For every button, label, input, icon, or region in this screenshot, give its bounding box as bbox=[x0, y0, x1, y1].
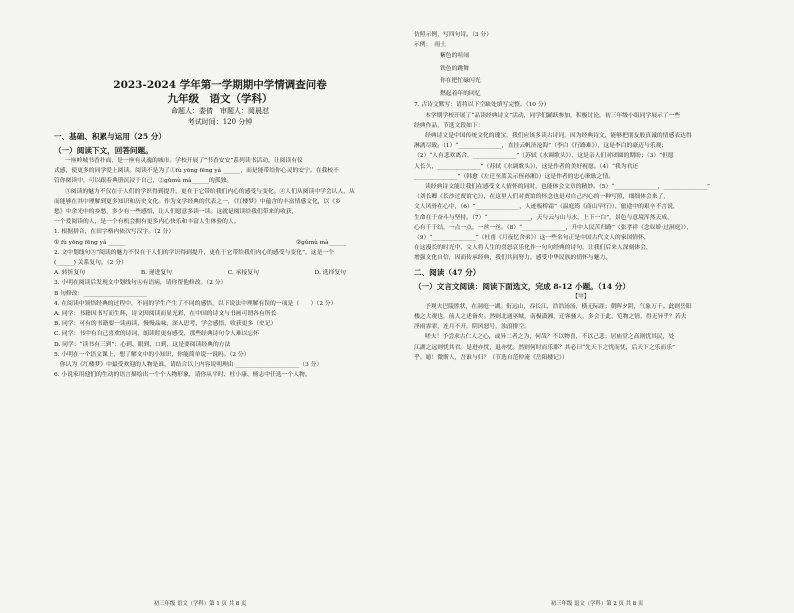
option-b: B. 递进复句 bbox=[140, 270, 172, 277]
passage-line: 而能够在其中理解到更多知识和历史文化。作为文学经典的代表之一，《红楼梦》中蕴含的丰富情感文化，以《乡 bbox=[54, 198, 341, 205]
subsection-1-heading: （一）阅读下文，回答问题。 bbox=[54, 146, 153, 155]
passage-line: 一个爱阅读的人，是一个有机会拥有更多内心快乐和丰富人生体验的人。 bbox=[54, 219, 240, 226]
question-4-option: A. 同学：书籍因书写而生辉，诗文因阅读而显光彩，在中国的诗文与书画可谓各有所长 bbox=[54, 311, 277, 318]
passage-line: 式感，使更多的同学爱上阅读。阅读不是为了①fù yōng fēng yǎ ______，而是能带给你心灵的安宁。在我校不 bbox=[54, 168, 339, 175]
question-3: 3. 小明在阅读后发现文中划线句④有语病，请你帮他修改。（2 分） bbox=[54, 280, 227, 287]
poem-line: 铁色的跳舞 bbox=[440, 65, 469, 72]
passage-line: 生命在于奋斗与坚持。（7）“_______________，天与云与山与水，上下一白”，景色与意境浑然天成， bbox=[414, 214, 673, 221]
subsection-2-heading: （一）文言文阅读：阅读下面选文，完成 8-12 小题。（14 分） bbox=[414, 281, 630, 291]
question-2-options bbox=[54, 268, 386, 278]
section-1-heading: 一、基础、积累与运用（25 分） bbox=[54, 132, 166, 141]
page-2-footer: 初三年级 语文（学科）第 2 页 共 8 页 bbox=[550, 601, 644, 607]
section-2-heading: 二、阅读（47 分） bbox=[414, 267, 481, 277]
passage-line: （2）“人有悲欢离合，_______________”（苏轼《水调歌头》），这是亲人们对团圆的期盼；（3）“但愿 bbox=[414, 153, 674, 160]
classical-text-line: 嗟夫！予尝求古仁人之心，或异二者之为，何哉？不以物喜，不以己悲；居庙堂之高则忧其民，处 bbox=[425, 334, 675, 341]
question-5: 5. 小明在一个语文课上，想了解文中的小知识，你能简单说一说吗。（2 分） bbox=[54, 351, 250, 358]
example-poem bbox=[414, 50, 748, 100]
question-2: 2. 文中划线句③“阅读的魅力不仅在于人们的学识得到提升，更在于它带给我们内心的感受与变化”，这是一个 bbox=[54, 249, 334, 256]
page-1-footer: 初三年级 语文（学科）第 1 页 共 8 页 bbox=[153, 601, 247, 607]
question-4-option: D. 同学：“读书有三到”：心到、眼到、口到，这是要阅读经典的方法 bbox=[54, 341, 231, 348]
exam-grade-subject: 九年级 语文（学科） bbox=[167, 93, 273, 105]
passage-line: ③阅读的魅力不仅在于人们的学识得到提升，更在于它带给我们内心的感受与变化。④人们从阅读中学会认人，从 bbox=[65, 188, 355, 195]
passage-line: 本学期学校开展了“品读经典诗文”活动，同学们踊跃参加，积极讨论，初三年级小组同学展示了一些 bbox=[425, 112, 681, 119]
imitation-example: 示例： 雨土 bbox=[414, 42, 446, 49]
question-2-cont: (______) 关系复句。（2 分） bbox=[54, 260, 127, 267]
blank-1b: ②gǔmù mà______ bbox=[295, 239, 346, 246]
question-5-cont: 你认为《红楼梦》中最受欢迎的人物是谁，请结合以上内容说明理由 ______________________（3 分） bbox=[54, 362, 323, 369]
exam-title: 2023-2024 学年第一学期期中学情调查问卷 bbox=[113, 79, 327, 91]
passage-line: 心有千千结，一点一点，一丝一丝。（8）“_______________，升中人民苦归路”（张孝祥《念奴娇·过洞庭》）， bbox=[414, 224, 693, 231]
passage-line: （9）“_______________”（杜甫《月夜忆舍弟》）这一些名句正是中国古代文人的家国情怀， bbox=[414, 235, 650, 242]
question-4-option: C. 同学：书中有自己喜欢的诗词，朗读时更有感受，那些经典诗句令人难以忘怀 bbox=[54, 331, 260, 338]
passage-line: 管你阅读中，可以跟着典册沉浸于自己，②gǔmù mà______的孤独。 bbox=[54, 178, 233, 185]
classical-text-line: 乎。噫！微斯人，吾谁与归？（节选自范仲淹《岳阳楼记》） bbox=[414, 354, 568, 361]
question-3-answer: B 句修改：______________________ bbox=[54, 290, 148, 297]
passage-line: _______________”（韩愈《左迁至蓝关示侄孙湘》）这是作者的忠心耿耿之情。 bbox=[414, 173, 615, 180]
passage-line: 经典作品，节选文段如下： bbox=[414, 122, 484, 129]
exam-page-2 bbox=[400, 0, 794, 613]
passage-line: 读经典诗文能让我们在感受文人情怀的同时，也能体会文章的精妙。（5）“_______________，_______________” bbox=[425, 184, 710, 191]
question-6: 6. 小说家用他们的生动的语言描绘出一个个人物形象，请你从平时、杜小康、杨志中任选一个人物。 bbox=[54, 372, 311, 379]
passage-line: 人长久，_______________”（苏轼《水调歌头》），这是作者的美好祝愿。（4）“我为君还 bbox=[414, 163, 639, 170]
text-jia-label: 【甲】 bbox=[572, 293, 590, 300]
blank-1a: ① fù yōng fēng yǎ ______ bbox=[54, 239, 126, 246]
classical-text-line: 淫雨霏霏，连月不开，阴风怒号，浊浪排空。 bbox=[414, 324, 530, 331]
passage-line: 文人风骨在心中，（6）“_______________，人迹板桥霜”（温庭筠《商山早行》），旅途中的艰辛不言说， bbox=[414, 204, 679, 211]
passage-line: 增强文化自信，因而传承经典，我们共同努力，感受中华民族的情怀与魅力。 bbox=[414, 255, 612, 262]
passage-line: 经典诗文是中国传统文化的瑰宝，我们应该多读古诗词，因为经典诗文，能够把朋友般真诚的情感表达得 bbox=[425, 133, 692, 140]
question-4: 4. 在阅读中领悟经典的过程中，不同的学生产生了不同的感悟，以下说法中理解有误的一项是（ ）（2 分） bbox=[54, 300, 337, 307]
question-7: 7. 古诗文默写：请将以下空缺处填写完整。（10 分） bbox=[414, 102, 550, 109]
option-c: C. 承接复句 bbox=[227, 270, 259, 277]
poem-line: 燃起着年的回忆 bbox=[440, 90, 481, 97]
question-1-blanks bbox=[54, 238, 386, 248]
exam-duration: 考试时间：120 分钟 bbox=[187, 118, 253, 126]
passage-line: 淋漓尽致。（1）“_______________，直挂云帆济沧海”（李白《行路难》），这是李白的豪迈与乐观； bbox=[414, 143, 668, 150]
classical-text-line: 楼之大观也，前人之述备矣。然则北通巫峡，南极潇湘，迁客骚人，多会于此，览物之情，得无异乎？若夫 bbox=[414, 314, 687, 321]
question-4-option: B. 同学：可有的书籍要一读再读，慢慢品味，深入思考，学会感悟，收获更多（史记） bbox=[54, 321, 277, 328]
imitation-instruction: 仿照示例，写四句诗。（3 分） bbox=[414, 32, 492, 38]
classical-text-line: 予观夫巴陵胜状，在洞庭一湖。衔远山，吞长江，浩浩汤汤，横无际涯；朝晖夕阴，气象万千。此则岳阳 bbox=[425, 303, 692, 310]
classical-text-line: 江湖之远则忧其君。是进亦忧，退亦忧。然则何时而乐耶？其必曰“先天下之忧而忧，后天下之乐而乐” bbox=[414, 344, 675, 351]
poem-line: 紫色的喧闹 bbox=[440, 53, 469, 60]
passage-line: 在这漫长的时光中，文人将人生的喜怒哀乐化作一句句经典的诗句，让我们后来人深刻体会， bbox=[414, 245, 652, 252]
passage-line: （刘长卿《长沙过贾谊宅》），在这里人们对贾谊的怀念也是对自己内心的一种写照，细细体会来了， bbox=[414, 194, 670, 201]
option-d: D. 选择复句 bbox=[314, 270, 346, 277]
question-1: 1. 根据拼音，在田字格内依次写汉字。（2 分） bbox=[54, 229, 175, 236]
option-a: A. 转折复句 bbox=[54, 270, 86, 277]
passage-line: 一座岭城书香扑面，是一座有灵魂的城市。学校开展了“书香安安”系列读书活动，让阅读有仪 bbox=[65, 158, 303, 164]
poem-line: 你在把忙碌闪光 bbox=[440, 78, 481, 85]
exam-authors: 命题人：娄倩 审题人：岡晨怼 bbox=[171, 107, 269, 115]
passage-line: 愁》中余光中的乡愁，多少有一些感悟，让人们愿意多读一读。这就是阅读给我们带来的收获， bbox=[54, 209, 298, 216]
